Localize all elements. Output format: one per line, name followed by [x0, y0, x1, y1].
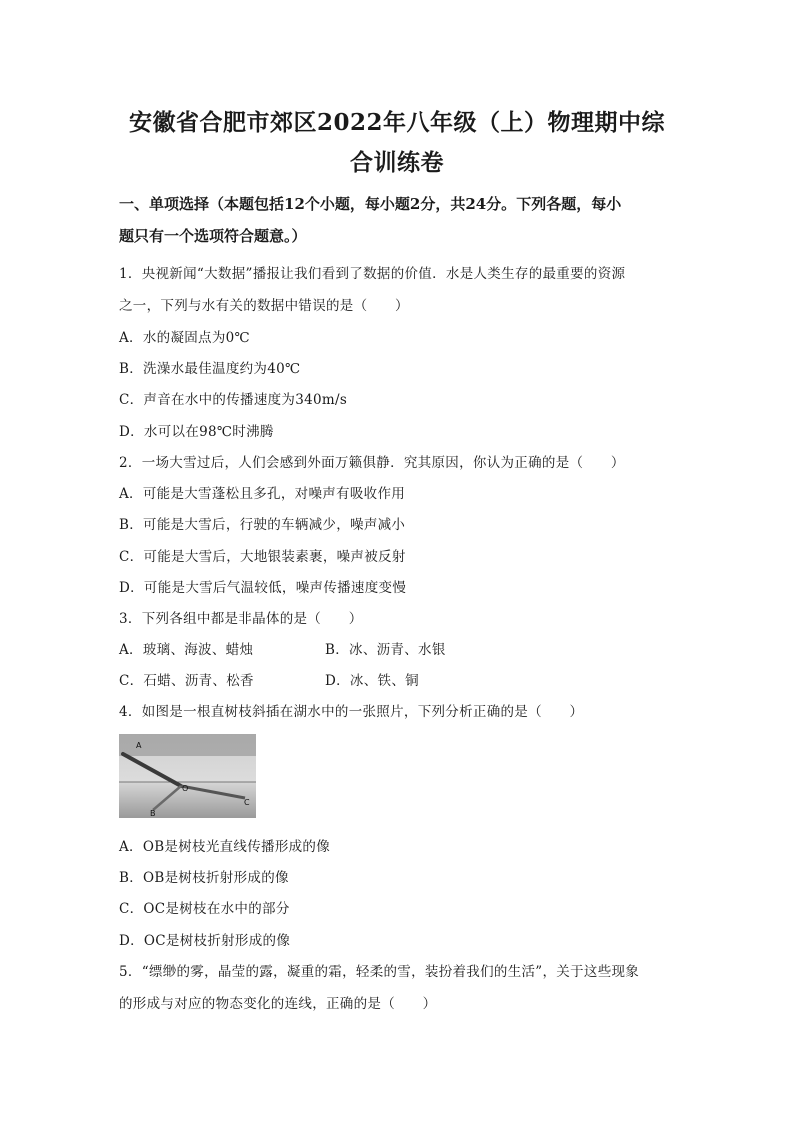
question-4-option-b: B．OB是树枝折射形成的像 [119, 870, 289, 886]
question-5-stem-line1: 5．“缥缈的雾，晶莹的露，凝重的霜，轻柔的雪，装扮着我们的生活”，关于这些现象 [119, 964, 640, 980]
question-4-option-a: A．OB是树枝光直线传播形成的像 [119, 839, 331, 855]
question-4-stem: 4．如图是一根直树枝斜插在湖水中的一张照片，下列分析正确的是（ ） [119, 704, 584, 720]
question-2-stem: 2．一场大雪过后，人们会感到外面万籁俱静．究其原因，你认为正确的是（ ） [119, 455, 625, 471]
question-1-option-a: A．水的凝固点为0℃ [119, 330, 250, 346]
question-4-option-d: D．OC是树枝折射形成的像 [119, 933, 291, 949]
question-1-option-b: B．洗澡水最佳温度约为40℃ [119, 361, 301, 377]
question-1-stem-line1: 1．央视新闻“大数据”播报让我们看到了数据的价值．水是人类生存的最重要的资源 [119, 266, 626, 282]
question-5-stem-line2: 的形成与对应的物态变化的连线，正确的是（ ） [119, 996, 437, 1012]
photo-label-o: O [182, 784, 189, 793]
question-3-option-b: B．冰、沥青、水银 [325, 642, 446, 658]
question-2-option-b: B．可能是大雪后，行驶的车辆减少，噪声减小 [119, 517, 406, 533]
question-3-option-d: D．冰、铁、铜 [325, 673, 419, 689]
photo-label-a: A [136, 741, 142, 750]
section-heading-line2: 题只有一个选项符合题意。） [119, 227, 307, 245]
question-3-option-a: A．玻璃、海波、蜡烛 [119, 642, 254, 658]
photo-label-c: C [244, 798, 250, 807]
question-1-option-d: D．水可以在98℃时沸腾 [119, 424, 274, 440]
photo-label-b: B [150, 809, 156, 818]
section-heading-line1: 一、单项选择（本题包括12个小题，每小题2分，共24分。下列各题，每小 [119, 195, 622, 213]
question-1-option-c: C．声音在水中的传播速度为340m/s [119, 392, 348, 408]
question-2-option-c: C．可能是大雪后，大地银装素裹，噪声被反射 [119, 549, 406, 565]
question-2-option-d: D．可能是大雪后气温较低，噪声传播速度变慢 [119, 580, 407, 596]
page-title-line2: 合训练卷 [350, 149, 444, 176]
question-3-stem: 3．下列各组中都是非晶体的是（ ） [119, 611, 363, 627]
question-1-stem-line2: 之一，下列与水有关的数据中错误的是（ ） [119, 298, 409, 314]
question-2-option-a: A．可能是大雪蓬松且多孔，对噪声有吸收作用 [119, 486, 406, 502]
question-4-option-c: C．OC是树枝在水中的部分 [119, 901, 290, 917]
page-title-line1: 安徽省合肥市郊区2022年八年级（上）物理期中综 [128, 109, 665, 136]
branch-in-water-photo [119, 734, 256, 818]
question-3-option-c: C．石蜡、沥青、松香 [119, 673, 254, 689]
